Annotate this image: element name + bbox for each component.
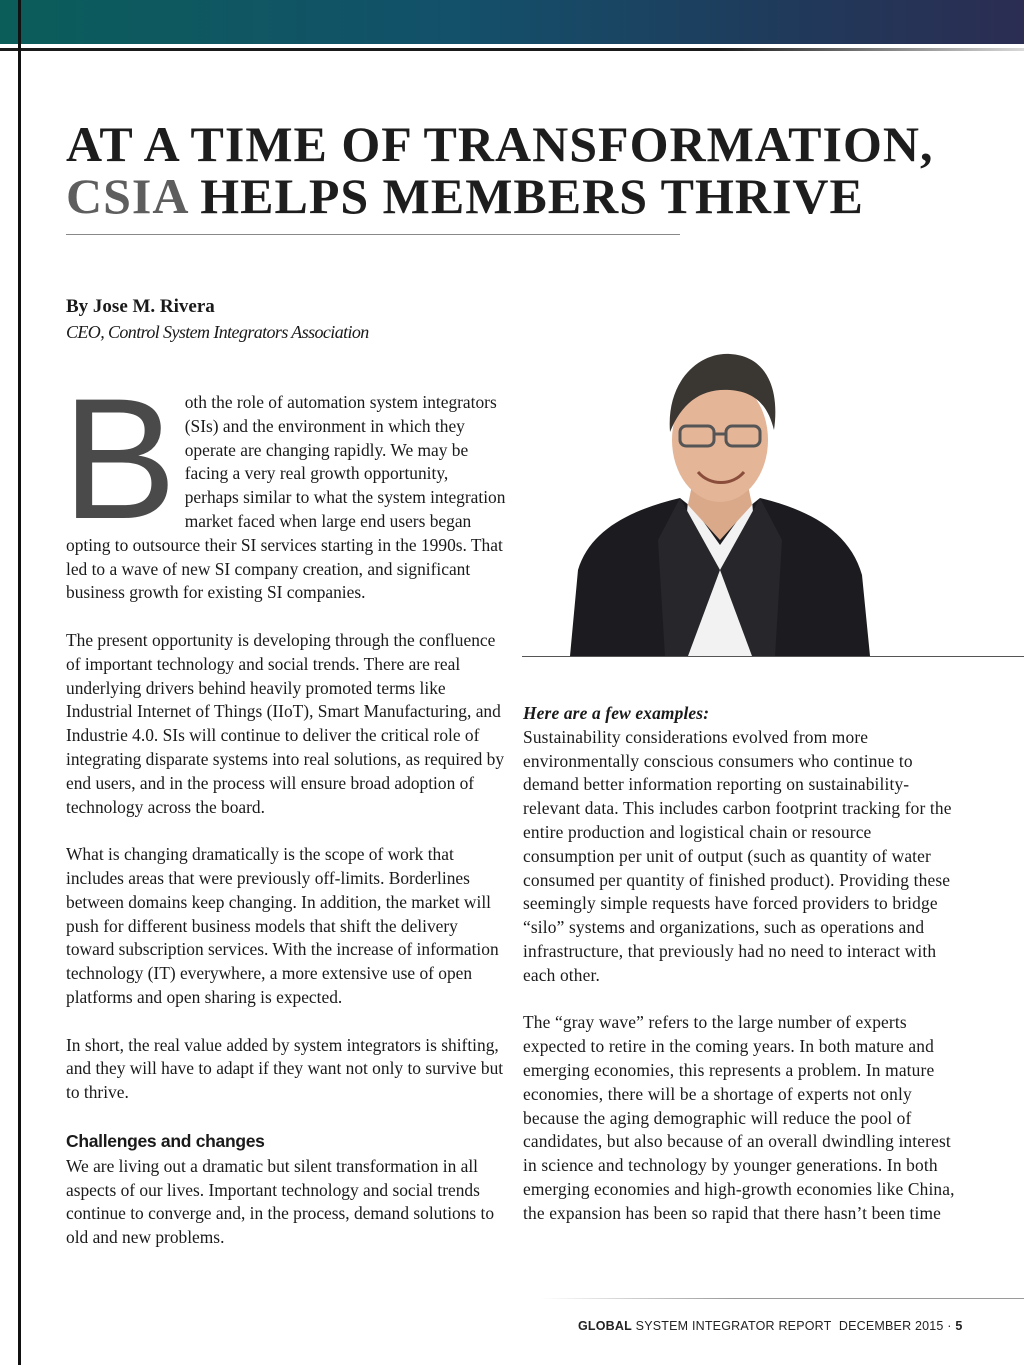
footer-title: SYSTEM INTEGRATOR: [635, 1319, 775, 1333]
header-rule: [0, 48, 1024, 51]
headline-org: CSIA: [66, 168, 187, 224]
byline-author: By Jose M. Rivera: [66, 296, 215, 317]
paragraph-6: Sustainability considerations evolved from more environmentally conscious consumers who continue to demand better information reporting on sustainability-relevant data. This includes carbon footprint tracking for the entire production and logistical chain or resource consumption per unit of output (such as quantity of water consumed per quantity of finished product). Providing these seemingly simple requests have forced providers to bridge “silo” systems and organizations, such as operations and infrastructure, that previously had no need to interact with each other.: [523, 726, 952, 985]
byline-role: CEO, Control System Integrators Association: [66, 322, 369, 342]
headline-divider: [66, 234, 680, 235]
footer-brand: GLOBAL: [578, 1319, 632, 1333]
footer-rule: [540, 1298, 1024, 1299]
photo-divider: [522, 656, 1024, 657]
paragraph-2: The present opportunity is developing through the confluence of important technology and social trends. There are real underlying drivers behind heavily promoted terms like Industrial Internet of Things (IIoT), Smart Manufacturing, and Industrie 4.0. SIs will continue to deliver the critical role of integrating disparate systems into real solutions, as required by end users, and in the process will ensure broad adoption of technology across the board.: [66, 629, 505, 817]
footer-separator: ·: [947, 1319, 952, 1333]
left-margin-rule: [18, 0, 21, 1365]
author-portrait: [570, 340, 870, 656]
paragraph-5: We are living out a dramatic but silent transformation in all aspects of our lives. Important technology and social trends continue to converge and, in the process, demand solutions to old and new problems.: [66, 1155, 495, 1248]
paragraph-4: In short, the real value added by system integrators is shifting, and they will have to adapt if they want not only to survive but to thrive.: [66, 1034, 504, 1103]
page-footer: [578, 1319, 978, 1333]
headline-line-1: AT A TIME OF TRANSFORMATION,: [66, 116, 934, 172]
paragraph-1-text: oth the role of automation system integrators (SIs) and the environment in which they operate are changing rapidly. We may be facing a very real growth opportunity, perhaps similar to what the system integration market faced when large end users began opting to outsource their SI services starting in the 1990s. That led to a wave of new SI company creation, and significant business growth for existing SI companies.: [66, 392, 506, 603]
drop-cap: B: [62, 363, 177, 555]
paragraph-7: The “gray wave” refers to the large number of experts expected to retire in the coming years. In both mature and emerging economies, this represents a problem. In mature economies, there will be a shortage of experts not only because the aging demographic will reduce the pool of candidates, but also because of an overall dwindling interest in science and technology by younger generations. In both emerging economies and high-growth economies like China, the expansion has been so rapid that there hasn’t been time: [523, 1012, 955, 1223]
header-color-bar: [0, 0, 1024, 44]
article-headline: [66, 118, 986, 222]
footer-date: DECEMBER 2015: [838, 1319, 944, 1333]
right-column: [523, 702, 963, 1249]
paragraph-1: [62, 363, 506, 605]
paragraph-3: What is changing dramatically is the scope of work that includes areas that were previously off-limits. Borderlines between domains keep changing. In addition, the market will push for different business models that shift the delivery toward subscription services. With the increase of information technology (IT) everywhere, a more extensive use of open platforms and open sharing is expected.: [66, 844, 499, 1007]
footer-report: REPORT: [778, 1319, 832, 1333]
section-subhead: Challenges and changes: [66, 1130, 265, 1151]
headline-line-2: HELPS MEMBERS THRIVE: [200, 168, 864, 224]
left-column: [62, 363, 506, 1274]
page-number: 5: [955, 1319, 963, 1333]
portrait-illustration: [570, 340, 870, 656]
examples-intro: Here are a few examples:: [523, 703, 710, 723]
